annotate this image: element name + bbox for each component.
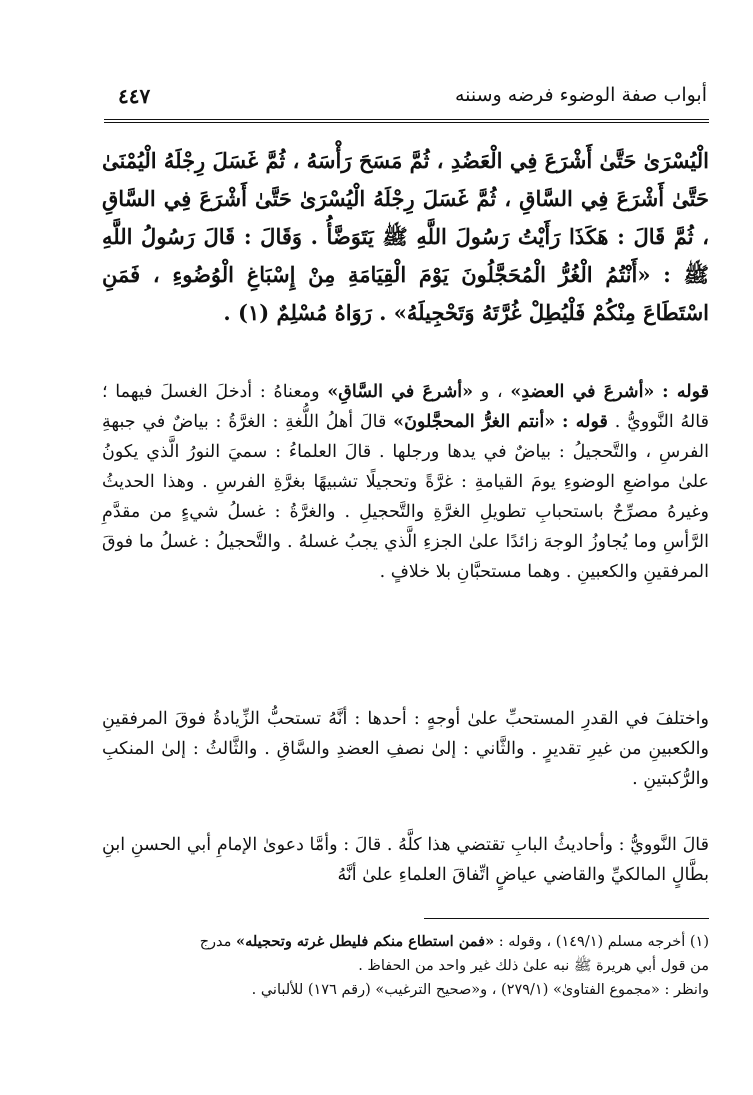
quoted-phrase: «أشرعَ في السَّاقِ»	[327, 382, 474, 402]
quoted-phrase: «أشرعَ في العضدِ»	[510, 382, 655, 402]
footnotes	[100, 930, 709, 1002]
commentary-paragraph-2: واختلفَ في القدرِ المستحبِّ علىٰ أوجهٍ : أحدها : أنَّهُ تستحبُّ الزِّيادةُ فوقَ المرفقينِ والكعبينِ من غيرِ تقديرٍ . والثَّاني : إلىٰ نصفِ العضدِ والسَّاقِ . والثَّالثُ : إلىٰ المنكبِ والرُّكبتينِ .	[102, 709, 709, 789]
commentary-paragraph-1	[102, 377, 709, 587]
commentary-lead: قوله :	[662, 382, 709, 402]
quoted-phrase: «أنتم الغرُّ المحجَّلونَ»	[393, 412, 556, 432]
commentary-text: ومعناهُ : أدخلَ الغسلَ فيهما ؛ قالهُ النَّوويُّ .	[102, 382, 709, 432]
footnote-text: مدرج	[199, 934, 232, 950]
header-divider	[104, 119, 709, 123]
hadith-text: الْيُسْرَىٰ حَتَّىٰ أَشْرَعَ فِي الْعَضُدِ ، ثُمَّ مَسَحَ رَأْسَهُ ، ثُمَّ غَسَلَ رِجْلَهُ الْيُمْنَىٰ حَتَّىٰ أَشْرَعَ فِي السَّاقِ ، ثُمَّ غَسَلَ رِجْلَهُ الْيُسْرَىٰ حَتَّىٰ أَشْرَعَ فِي السَّاقِ ، ثُمَّ قَالَ : هَكَذَا رَأَيْتُ رَسُولَ اللَّهِ ﷺ يَتَوَضَّأُ . وَقَالَ : قَالَ رَسُولُ اللَّهِ ﷺ : «أَنْتُمُ الْغُرُّ الْمُحَجَّلُونَ يَوْمَ الْقِيَامَةِ مِنْ إِسْبَاغِ الْوُضُوءِ ، فَمَنِ اسْتَطَاعَ مِنْكُمْ فَلْيُطِلْ غُرَّتَهُ وَتَحْجِيلَهُ» . رَوَاهُ مُسْلِمٌ (١) .	[102, 148, 709, 325]
commentary-text: قالَ أهلُ اللُّغةِ : الغرَّةُ : بياضٌ في جبهةِ الفرسِ ، والتَّحجيلُ : بياضٌ في يدها ورجلها . قالَ العلماءُ : سميَ النورُ الَّذي يكونُ علىٰ مواضعِ الوضوءِ يومَ القيامةِ : غرَّةً وتحجيلًا تشبيهًا بغرَّةِ الفرسِ . وهذا الحديثُ وغيرهُ مصرِّحٌ باستحبابِ تطويلِ الغرَّةِ والتَّحجيلِ . والغرَّةُ : غسلُ شيءٍ من مقدَّمِ الرَّأسِ وما يُجاوزُ الوجهَ زائدًا علىٰ الجزءِ الَّذي يجبُ غسلهُ . والتَّحجيلُ : غسلُ ما فوقَ المرفقينِ والكعبينِ . وهما مستحبَّانِ بلا خلافٍ .	[102, 412, 709, 582]
page-header	[118, 84, 707, 116]
footnote-text: (١) أخرجه مسلم (١٤٩/١) ، وقوله :	[498, 934, 709, 950]
footnote-line-2: من قول أبي هريرة ﷺ نبه علىٰ ذلك غير واحد من الحفاظ .	[358, 958, 709, 974]
conjunction: ، و	[480, 382, 503, 402]
footnote-line-1	[100, 930, 709, 954]
footnote-quote: «فمن استطاع منكم فليطل غرته وتحجيله»	[236, 933, 495, 950]
footnote-divider	[424, 918, 709, 919]
commentary-lead: قوله :	[562, 412, 608, 432]
footnote-line-3: وانظر : «مجموع الفتاوىٰ» (٢٧٩/١) ، و«صحيح الترغيب» (رقم ١٧٦) للألباني .	[251, 982, 709, 998]
running-title: أبواب صفة الوضوء فرضه وسننه	[454, 84, 707, 106]
commentary-paragraph-3: قالَ النَّوويُّ : وأحاديثُ البابِ تقتضي هذا كلَّهُ . قالَ : وأمَّا دعوىٰ الإمامِ أبي الحسنِ ابنِ بطَّالٍ المالكيِّ والقاضي عياضٍ اتِّفاقَ العلماءِ علىٰ أنَّهُ	[102, 835, 709, 885]
page-number: ٤٤٧	[118, 84, 151, 108]
